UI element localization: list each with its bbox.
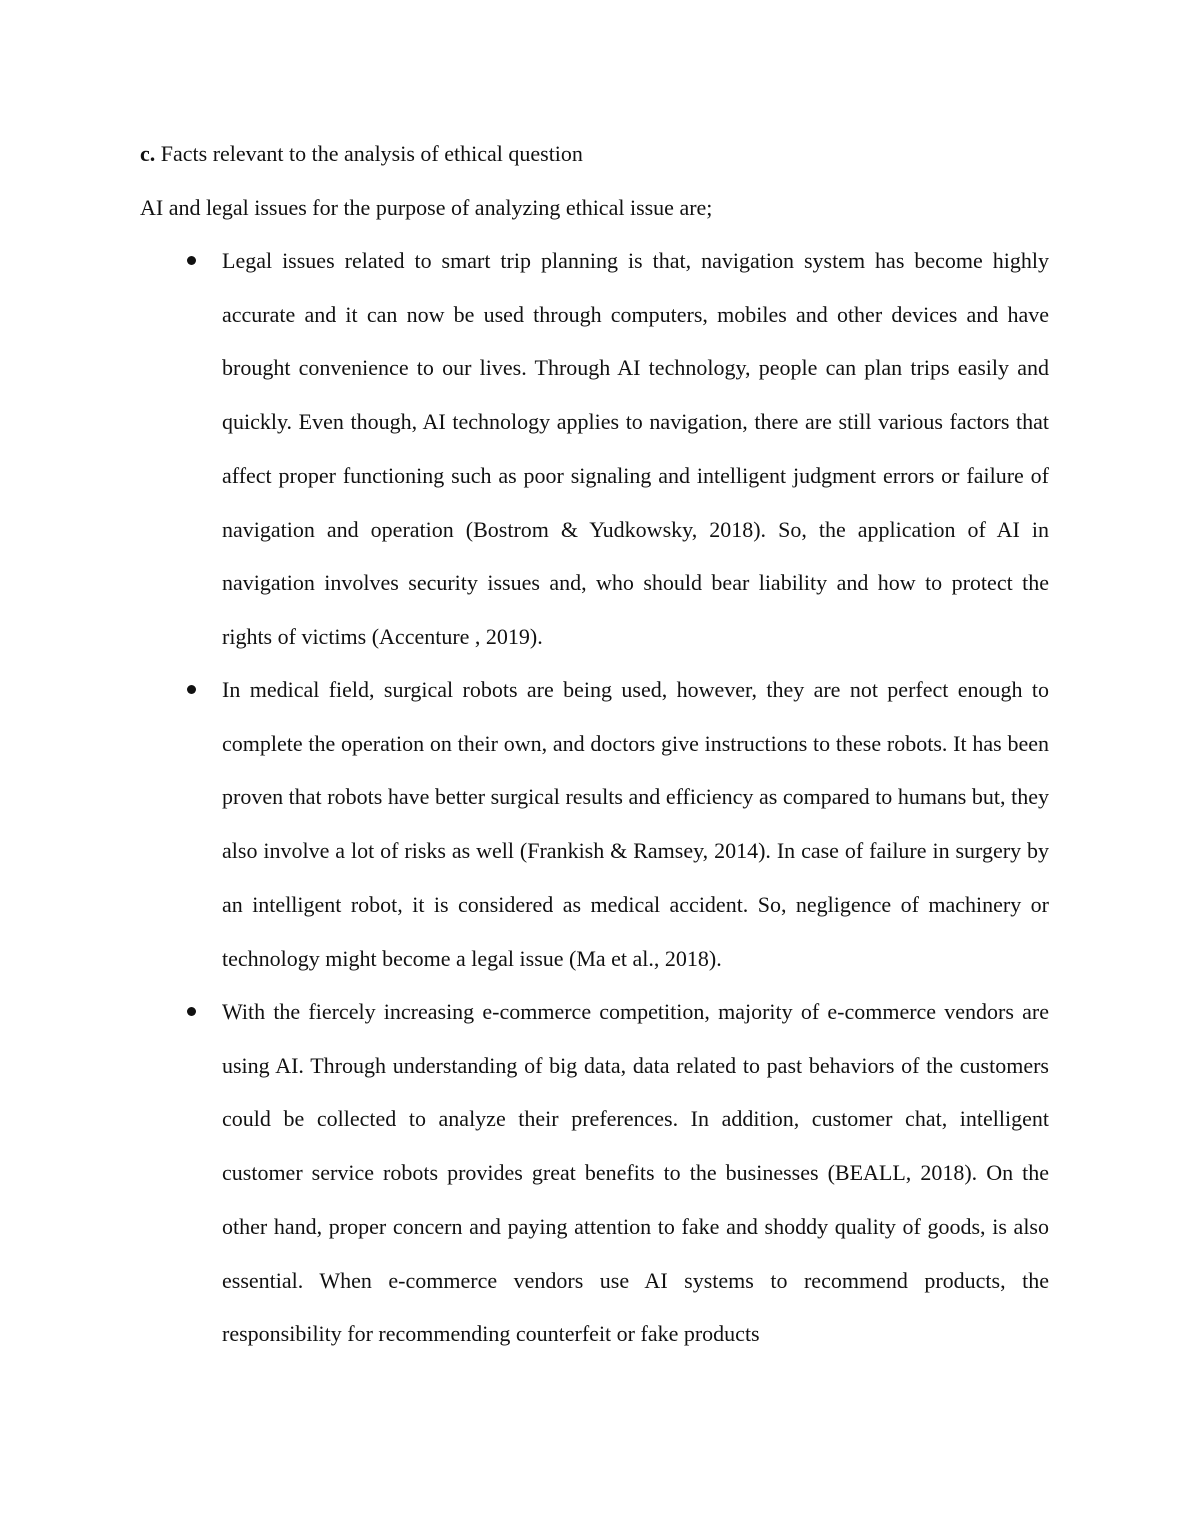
- bullet-icon: [187, 685, 196, 694]
- intro-paragraph: AI and legal issues for the purpose of analyzing ethical issue are;: [140, 195, 713, 220]
- list-item-text: Legal issues related to smart trip planning is that, navigation system has become highly accurate and it can now be used through computers, mobiles and other devices and have brought convenience to our lives. Through AI technology, people can plan trips easily and quickly. Even though, AI technology applies to navigation, there are still various factors that affect proper functioning such as poor signaling and intelligent judgment errors or failure of navigation and operation (Bostrom & Yudkowsky, 2018). So, the application of AI in navigation involves security issues and, who should bear liability and how to protect the rights of victims (Accenture , 2019).: [222, 248, 1049, 649]
- list-item: [222, 663, 1049, 985]
- list-item-text: In medical field, surgical robots are being used, however, they are not perfect enough to complete the operation on their own, and doctors give instructions to these robots. It has been proven that robots have better surgical results and efficiency as compared to humans but, they also involve a lot of risks as well (Frankish & Ramsey, 2014). In case of failure in surgery by an intelligent robot, it is considered as medical accident. So, negligence of machinery or technology might become a legal issue (Ma et al., 2018).: [222, 677, 1049, 971]
- section-heading: [140, 140, 583, 168]
- list-item: [222, 234, 1049, 664]
- section-label: c.: [140, 141, 156, 166]
- section-title: Facts relevant to the analysis of ethical question: [155, 141, 583, 166]
- bullet-icon: [187, 1007, 196, 1016]
- list-item-text: With the fiercely increasing e-commerce competition, majority of e-commerce vendors are using AI. Through understanding of big data, data related to past behaviors of the customers could be collected to analyze their preferences. In addition, customer chat, intelligent customer service robots provides great benefits to the businesses (BEALL, 2018). On the other hand, proper concern and paying attention to fake and shoddy quality of goods, is also essential. When e-commerce vendors use AI systems to recommend products, the responsibility for recommending counterfeit or fake products: [222, 999, 1049, 1347]
- list-item: [222, 985, 1049, 1361]
- bullet-icon: [187, 256, 196, 265]
